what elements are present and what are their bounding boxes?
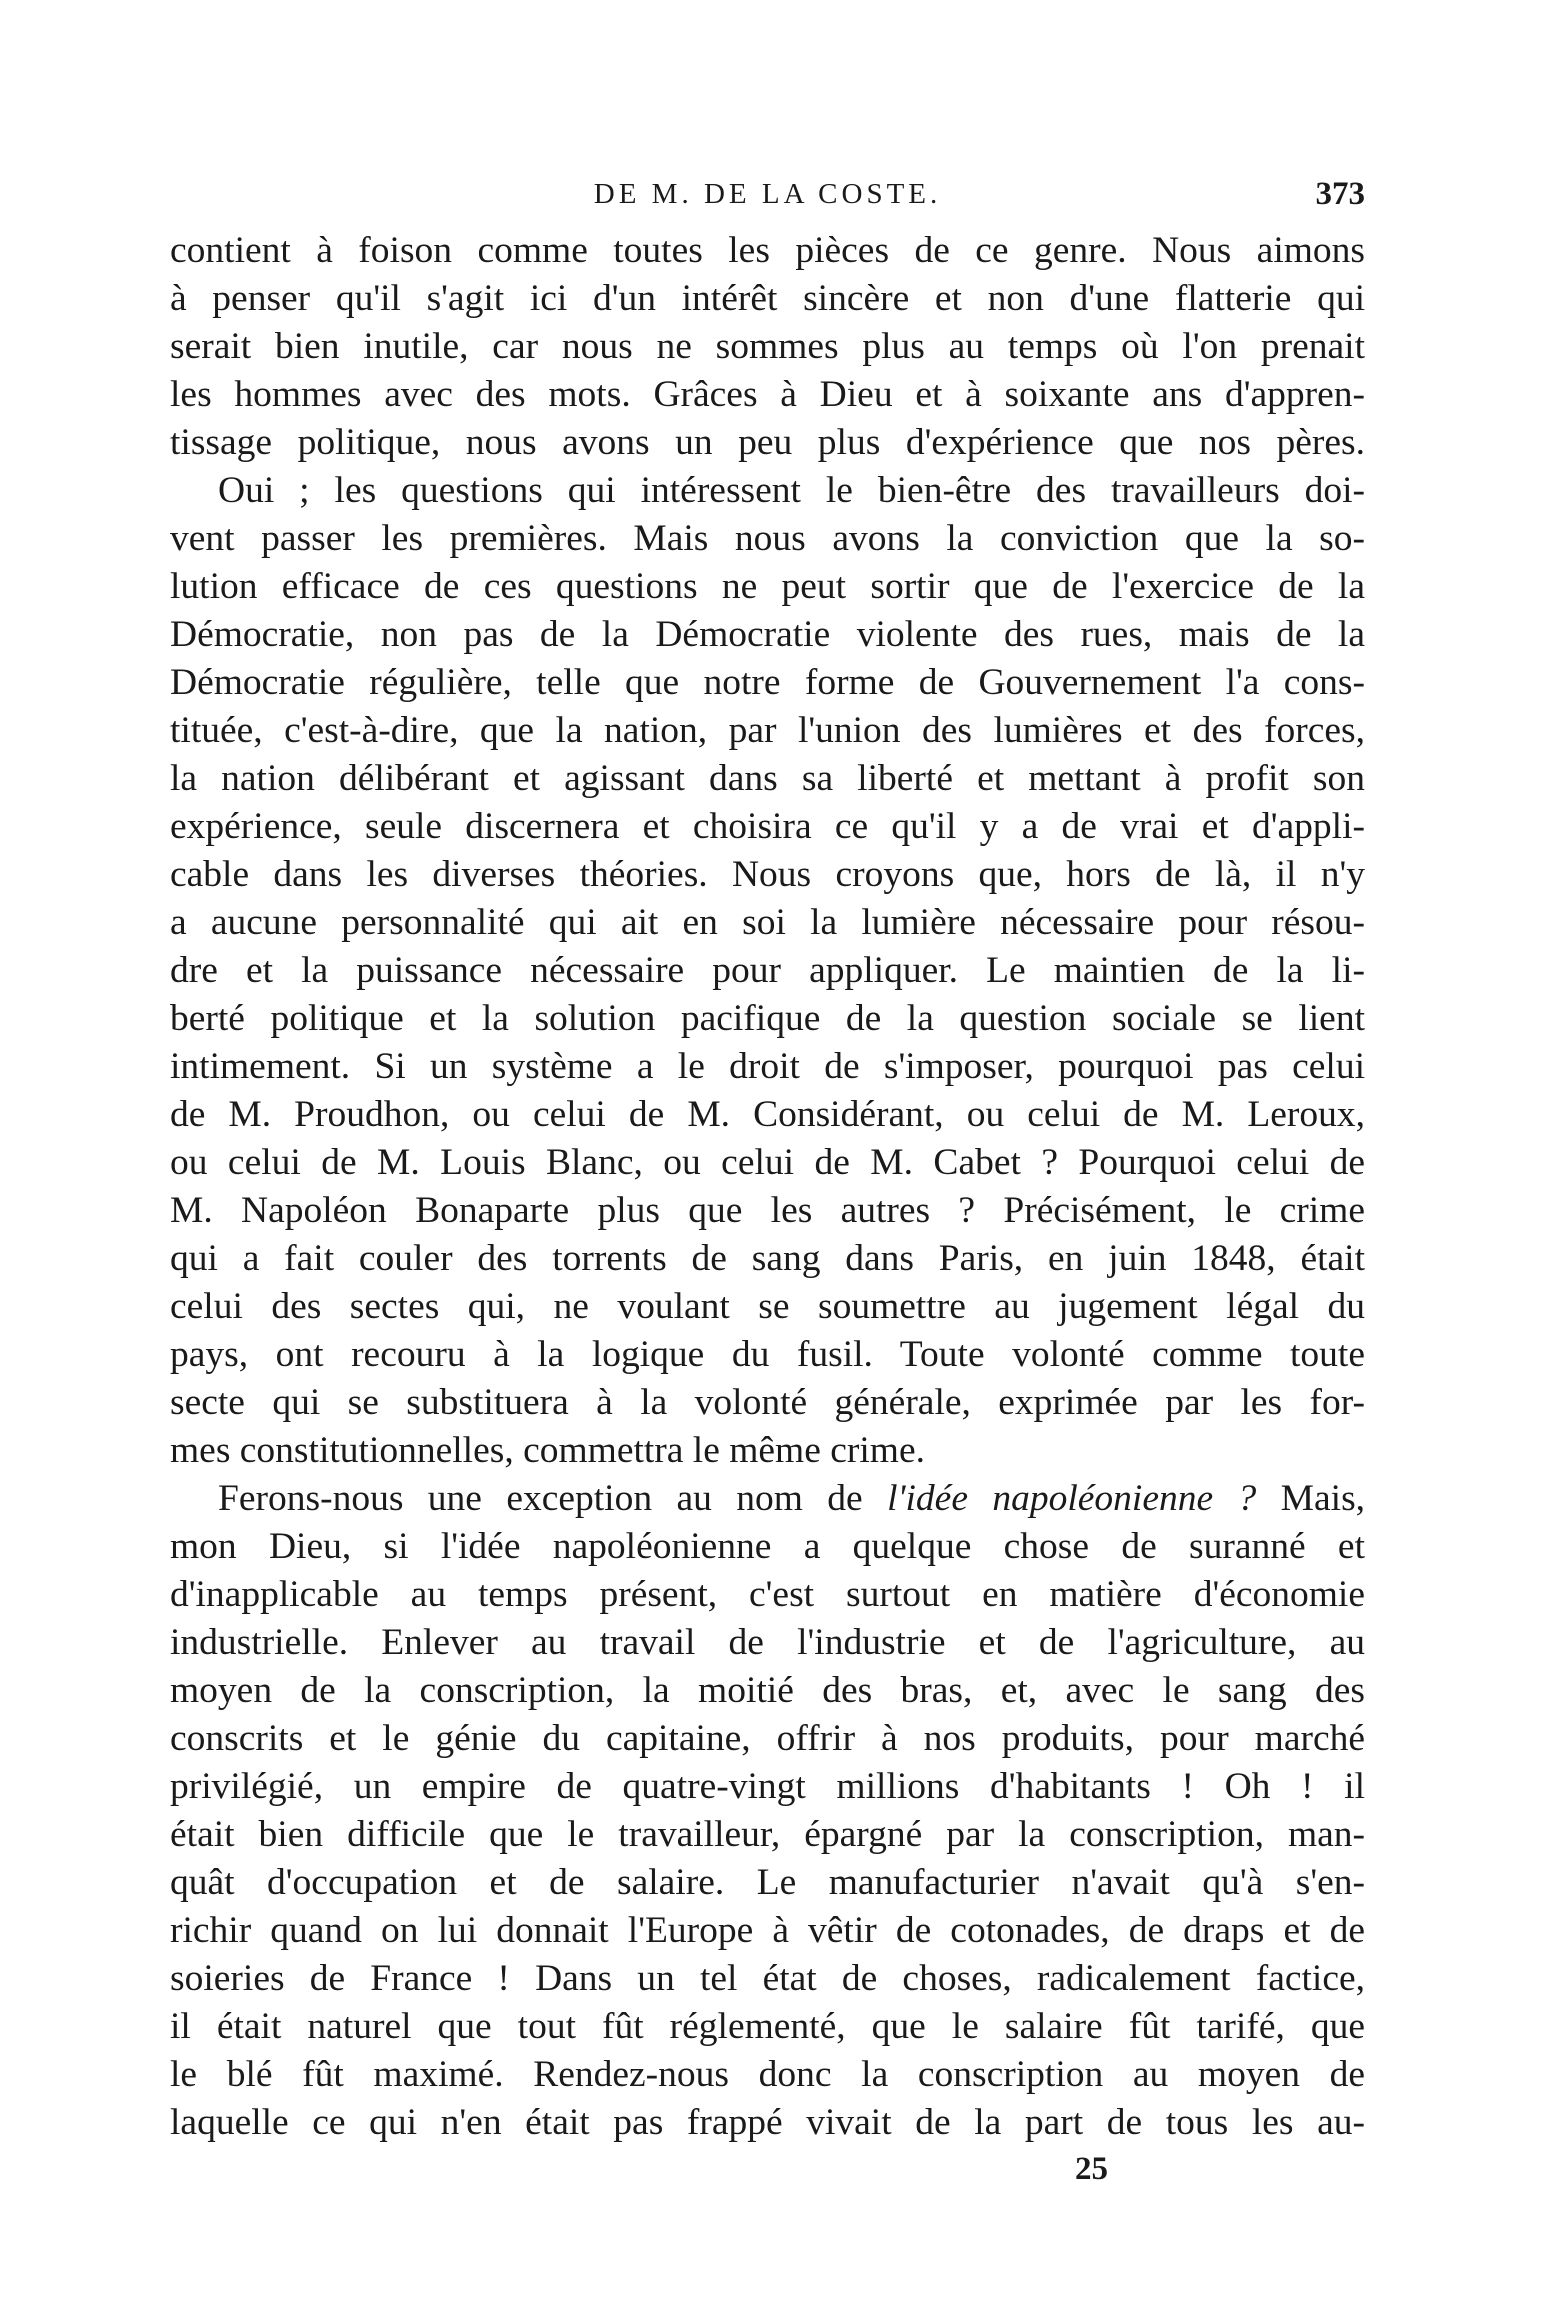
text-line: privilégié, un empire de quatre-vingt millions d'habitants ! Oh ! il [170, 1766, 1365, 1807]
text-line: mon Dieu, si l'idée napoléonienne a quelque chose de suranné et [170, 1526, 1365, 1567]
text-line: à penser qu'il s'agit ici d'un intérêt sincère et non d'une flatterie qui [170, 278, 1365, 319]
body-text [170, 227, 1365, 2147]
running-title: DE M. DE LA COSTE. [593, 178, 942, 210]
text-line: qui a fait couler des torrents de sang dans Paris, en juin 1848, était [170, 1238, 1365, 1279]
text-line: secte qui se substituera à la volonté générale, exprimée par les for- [170, 1382, 1365, 1423]
text-line: Démocratie, non pas de la Démocratie violente des rues, mais de la [170, 614, 1365, 655]
text-line: était bien difficile que le travailleur, épargné par la conscription, man- [170, 1814, 1365, 1855]
text-line: moyen de la conscription, la moitié des bras, et, avec le sang des [170, 1670, 1365, 1711]
text-line: expérience, seule discernera et choisira ce qu'il y a de vrai et d'appli- [170, 806, 1365, 847]
text-line: tituée, c'est-à-dire, que la nation, par l'union des lumières et des forces, [170, 710, 1365, 751]
text-line: M. Napoléon Bonaparte plus que les autres ? Précisément, le crime [170, 1190, 1365, 1231]
text-line: contient à foison comme toutes les pièces de ce genre. Nous aimons [170, 230, 1365, 271]
text-line: la nation délibérant et agissant dans sa liberté et mettant à profit son [170, 758, 1365, 799]
text-line: les hommes avec des mots. Grâces à Dieu et à soixante ans d'appren- [170, 374, 1365, 415]
text-line: Démocratie régulière, telle que notre forme de Gouvernement l'a cons- [170, 662, 1365, 703]
text-segment: Ferons-nous une exception au nom de [218, 1478, 863, 1519]
text-line: quât d'occupation et de salaire. Le manufacturier n'avait qu'à s'en- [170, 1862, 1365, 1903]
signature-mark: 25 [1075, 2151, 1108, 2187]
text-line: tissage politique, nous avons un peu plus d'expérience que nos pères. [170, 422, 1365, 463]
text-line: celui des sectes qui, ne voulant se soumettre au jugement légal du [170, 1286, 1365, 1327]
text-line: laquelle ce qui n'en était pas frappé vivait de la part de tous les au- [170, 2102, 1365, 2143]
text-line: dre et la puissance nécessaire pour appliquer. Le maintien de la li- [170, 950, 1365, 991]
text-line: industrielle. Enlever au travail de l'industrie et de l'agriculture, au [170, 1622, 1365, 1663]
paragraph-start-line [170, 1475, 1365, 1523]
text-line: berté politique et la solution pacifique de la question sociale se lient [170, 998, 1365, 1039]
text-line: le blé fût maximé. Rendez-nous donc la conscription au moyen de [170, 2054, 1365, 2095]
text-line: vent passer les premières. Mais nous avons la conviction que la so- [170, 518, 1365, 559]
text-line: pays, ont recouru à la logique du fusil. Toute volonté comme toute [170, 1334, 1365, 1375]
paragraph-end-line: mes constitutionnelles, commettra le même crime. [170, 1430, 925, 1471]
text-line: soieries de France ! Dans un tel état de choses, radicalement factice, [170, 1958, 1365, 1999]
text-line: de M. Proudhon, ou celui de M. Considérant, ou celui de M. Leroux, [170, 1094, 1365, 1135]
paragraph-start-line: Oui ; les questions qui intéressent le bien-être des travailleurs doi- [218, 470, 1365, 511]
italic-phrase: l'idée napoléonienne ? [887, 1478, 1257, 1519]
text-line: ou celui de M. Louis Blanc, ou celui de M. Cabet ? Pourquoi celui de [170, 1142, 1365, 1183]
text-line: intimement. Si un système a le droit de s'imposer, pourquoi pas celui [170, 1046, 1365, 1087]
text-line: cable dans les diverses théories. Nous croyons que, hors de là, il n'y [170, 854, 1365, 895]
text-line: a aucune personnalité qui ait en soi la lumière nécessaire pour résou- [170, 902, 1365, 943]
text-line: il était naturel que tout fût réglementé, que le salaire fût tarifé, que [170, 2006, 1365, 2047]
text-line: d'inapplicable au temps présent, c'est surtout en matière d'économie [170, 1574, 1365, 1615]
text-line: richir quand on lui donnait l'Europe à vêtir de cotonades, de draps et de [170, 1910, 1365, 1951]
text-line: conscrits et le génie du capitaine, offrir à nos produits, pour marché [170, 1718, 1365, 1759]
text-line: lution efficace de ces questions ne peut sortir que de l'exercice de la [170, 566, 1365, 607]
running-head [170, 172, 1365, 216]
text-segment: Mais, [1280, 1478, 1366, 1519]
page-number: 373 [1315, 176, 1365, 212]
text-line: serait bien inutile, car nous ne sommes plus au temps où l'on prenait [170, 326, 1365, 367]
